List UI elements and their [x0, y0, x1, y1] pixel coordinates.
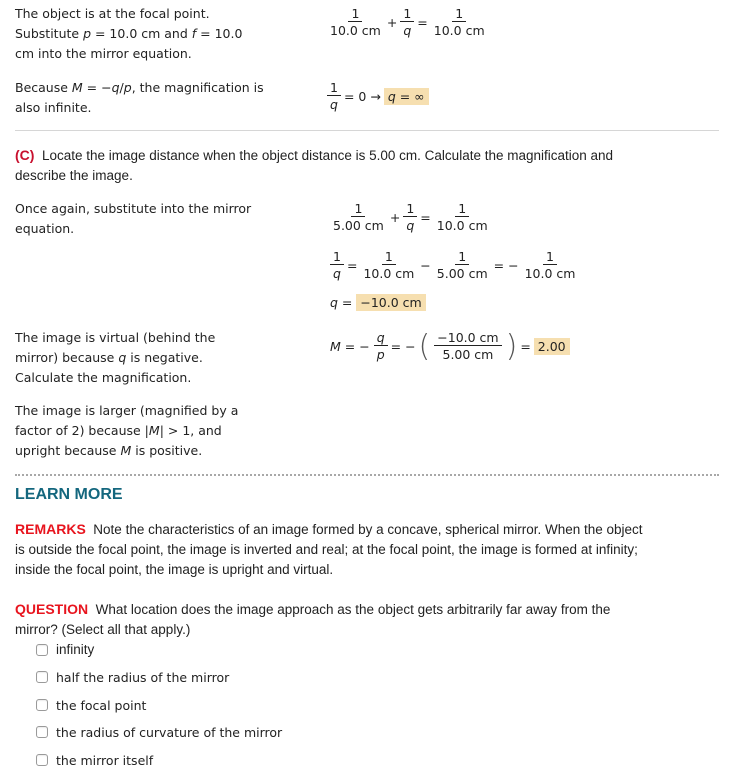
fraction — [403, 201, 417, 234]
remarks-text: inside the focal point, the image is upright and virtual. — [15, 562, 334, 577]
right-paren: ) — [505, 328, 518, 364]
denominator: 5.00 cm — [333, 218, 384, 233]
text: upright because — [15, 443, 121, 458]
numerator: 1 — [452, 6, 466, 22]
lhs: M = − — [330, 339, 370, 354]
text: Once again, substitute into the mirror — [15, 201, 252, 216]
highlighted-result: q = ∞ — [384, 88, 429, 105]
part-c-prompt — [15, 145, 720, 186]
option-label: infinity — [56, 642, 95, 657]
text: is positive. — [131, 443, 203, 458]
prompt-text: describe the image. — [15, 168, 133, 183]
question-text: mirror? (Select all that apply.) — [15, 622, 191, 637]
text: cm into the mirror equation. — [15, 46, 192, 61]
operator: = 0 → — [343, 89, 381, 104]
var-q: q — [111, 80, 120, 95]
fraction — [434, 330, 501, 363]
numerator: 1 — [403, 201, 417, 217]
mirror-equation-c — [330, 201, 491, 234]
text: Substitute — [15, 26, 84, 41]
checkbox[interactable] — [36, 671, 48, 683]
part-label: (C) — [15, 147, 35, 163]
checkbox[interactable] — [36, 726, 48, 738]
highlighted-result: 2.00 — [534, 338, 570, 355]
option-mirror-itself[interactable] — [36, 750, 153, 770]
checkbox[interactable] — [36, 644, 48, 656]
text: factor of 2) because | — [15, 423, 149, 438]
text: = 10.0 — [196, 26, 243, 41]
fraction — [434, 201, 491, 234]
text: Calculate the magnification. — [15, 370, 192, 385]
denominator: 5.00 cm — [436, 266, 488, 281]
var-p: p — [83, 26, 92, 41]
question-text: What location does the image approach as the object gets arbitrarily far away from the — [95, 602, 611, 617]
remarks-text: Note the characteristics of an image formed by a concave, spherical mirror. When the object — [93, 522, 643, 537]
fraction — [400, 6, 414, 39]
option-label: the radius of curvature of the mirror — [56, 724, 283, 740]
numerator: 1 — [327, 80, 341, 96]
text: mirror) because — [15, 350, 119, 365]
denominator: 10.0 cm — [436, 218, 488, 233]
var-M: M — [71, 80, 83, 95]
solve-q-equation — [330, 249, 578, 282]
text: = 10.0 cm and — [91, 26, 192, 41]
denominator: q — [406, 218, 415, 233]
text: equation. — [15, 221, 75, 236]
numerator: 1 — [348, 6, 362, 22]
option-label: the focal point — [56, 697, 147, 713]
operator: = — [417, 15, 428, 30]
part-c-step1-text — [15, 199, 295, 239]
question-label: QUESTION — [15, 601, 89, 617]
option-infinity[interactable] — [36, 640, 94, 660]
q-result — [330, 294, 426, 311]
text: , the magnification is — [131, 80, 264, 95]
infinity-equation — [327, 80, 429, 113]
operator: = — [420, 210, 431, 225]
numerator: q — [374, 330, 388, 346]
remarks-label: REMARKS — [15, 521, 86, 537]
denominator: q — [333, 266, 341, 281]
highlighted-result: −10.0 cm — [356, 294, 425, 311]
var-M: M — [148, 423, 160, 438]
operator: + — [389, 210, 401, 225]
question-block — [15, 599, 730, 640]
prompt-text: Locate the image distance when the object distance is 5.00 cm. Calculate the magnification and — [41, 148, 614, 163]
part-b-step2-text — [15, 78, 295, 118]
text: also infinite. — [15, 100, 92, 115]
numerator: 1 — [382, 249, 396, 265]
numerator: 1 — [455, 249, 469, 265]
numerator: 1 — [400, 6, 414, 22]
operator: + — [386, 15, 398, 30]
fraction — [327, 80, 341, 113]
denominator: 10.0 cm — [433, 23, 485, 38]
option-radius-of-curvature[interactable] — [36, 722, 282, 742]
remarks-block — [15, 519, 730, 580]
part-c-step2-text — [15, 328, 295, 388]
section-divider — [15, 130, 719, 131]
option-half-radius[interactable] — [36, 667, 229, 687]
option-label: the mirror itself — [56, 752, 154, 768]
var-q: q — [118, 350, 127, 365]
option-label: half the radius of the mirror — [56, 669, 230, 685]
operator: = − — [493, 258, 519, 273]
fraction — [360, 249, 417, 282]
part-b-step1-text — [15, 4, 295, 64]
fraction — [522, 249, 579, 282]
fraction — [330, 201, 387, 234]
operator: = − — [390, 339, 416, 354]
checkbox[interactable] — [36, 699, 48, 711]
numerator: 1 — [455, 201, 469, 217]
var-M: M — [120, 443, 132, 458]
denominator: 10.0 cm — [363, 266, 415, 281]
fraction — [374, 330, 388, 363]
checkbox[interactable] — [36, 754, 48, 766]
text: / — [119, 80, 124, 95]
text: is negative. — [126, 350, 203, 365]
operator: − — [420, 258, 431, 273]
fraction — [434, 249, 491, 282]
learn-more-divider — [15, 474, 719, 476]
text: The image is virtual (behind the — [15, 330, 216, 345]
text: Because — [15, 80, 72, 95]
text: The object is at the focal point. — [15, 6, 210, 21]
numerator: 1 — [330, 249, 344, 265]
lhs: q = — [330, 295, 353, 310]
numerator: −10.0 cm — [434, 330, 501, 346]
text: | > 1, and — [159, 423, 222, 438]
part-c-step3-text — [15, 401, 295, 461]
denominator: p — [376, 347, 385, 362]
denominator: q — [403, 23, 412, 38]
learn-more-heading: LEARN MORE — [15, 486, 123, 503]
remarks-text: is outside the focal point, the image is inverted and real; at the focal point, the image is formed at infinity; — [15, 542, 638, 557]
denominator: 10.0 cm — [330, 23, 381, 38]
denominator: q — [330, 97, 338, 112]
numerator: 1 — [351, 201, 365, 217]
fraction — [330, 249, 344, 282]
mirror-equation-b — [327, 6, 488, 39]
var-p: p — [123, 80, 132, 95]
denominator: 10.0 cm — [524, 266, 576, 281]
left-paren: ( — [418, 328, 431, 364]
text: The image is larger (magnified by a — [15, 403, 239, 418]
var-f: f — [191, 26, 197, 41]
operator: = — [346, 258, 358, 273]
denominator: 5.00 cm — [442, 347, 494, 362]
text: = − — [82, 80, 112, 95]
numerator: 1 — [543, 249, 557, 265]
magnification-equation — [330, 330, 570, 363]
fraction — [327, 6, 384, 39]
fraction — [431, 6, 488, 39]
option-focal-point[interactable] — [36, 695, 146, 715]
operator: = — [520, 339, 531, 354]
